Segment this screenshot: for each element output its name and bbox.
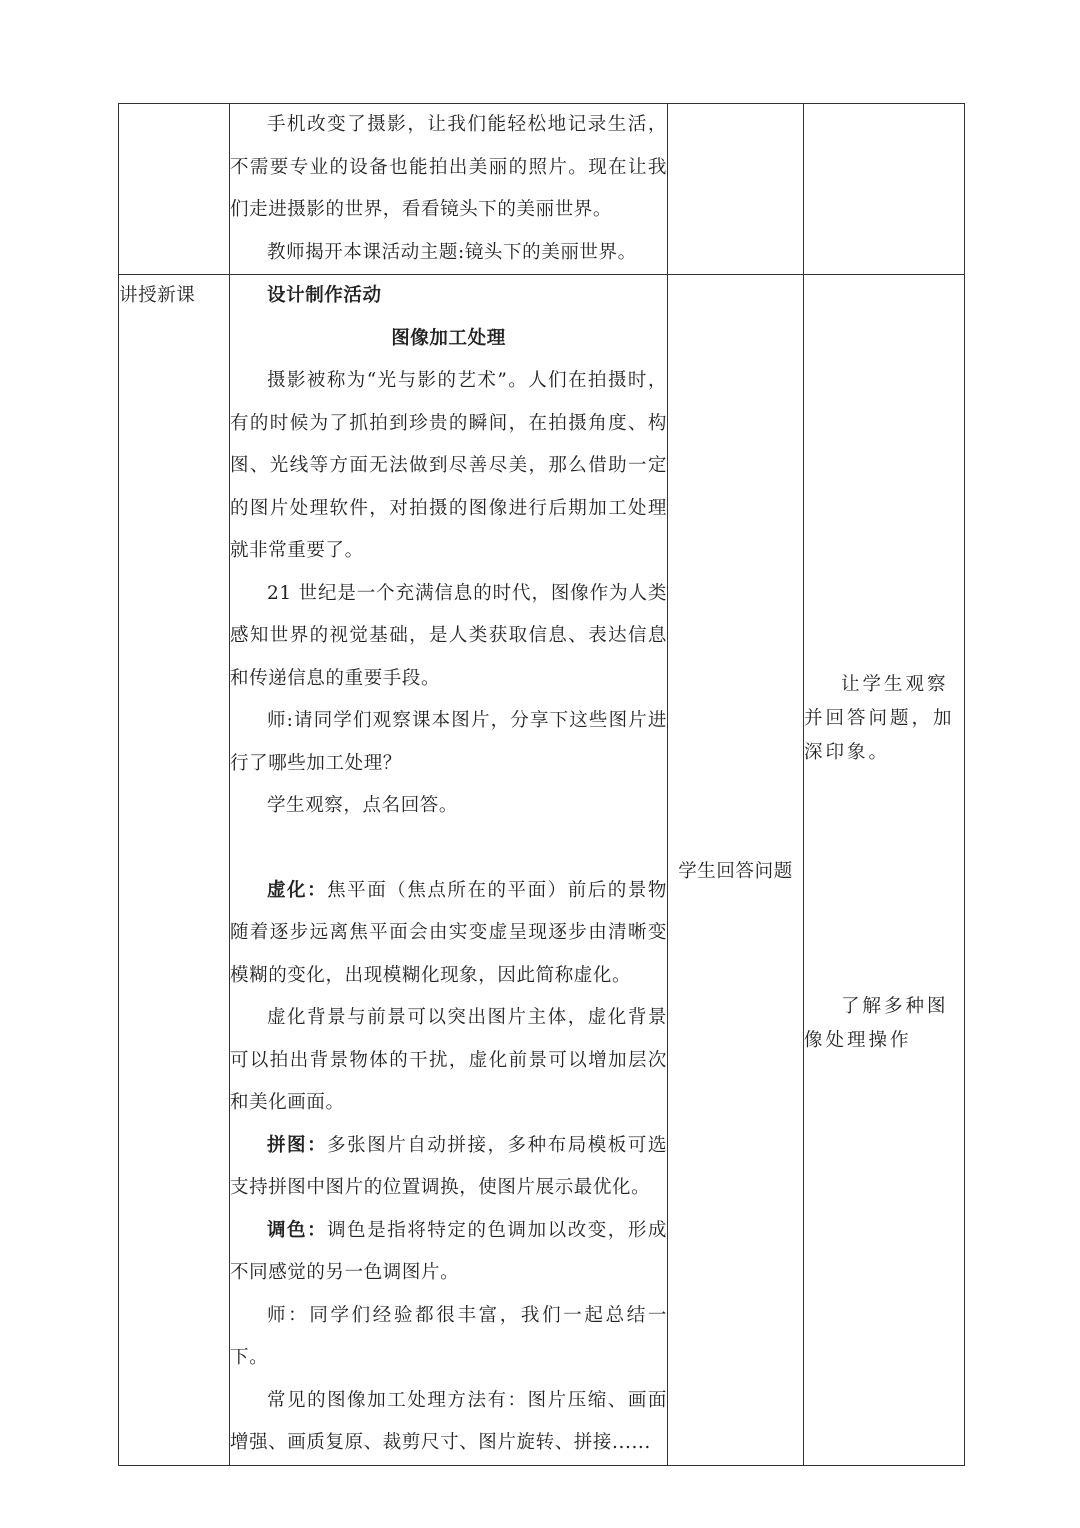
- tone-paragraph: [230, 1210, 667, 1295]
- paragraph: 21 世纪是一个充满信息的时代，图像作为人类感知世界的视觉基础，是人类获取信息、表达信息和传递信息的重要手段。: [230, 582, 667, 689]
- term-tone: 调色：: [267, 1219, 328, 1241]
- term-blur: 虚化：: [267, 879, 328, 901]
- design-intent-1: 让学生观察并回答问题，加深印象。: [804, 674, 955, 763]
- table-row: [119, 275, 965, 1466]
- paragraph: 常见的图像加工处理方法有：图片压缩、画面增强、画质复原、裁剪尺寸、图片旋转、拼接......: [230, 1389, 667, 1453]
- paragraph: 学生观察，点名回答。: [267, 795, 459, 816]
- blur-paragraph: [230, 870, 667, 998]
- collage-paragraph: [230, 1125, 667, 1210]
- design-intent-cell-empty: [804, 104, 965, 275]
- spacer: [230, 828, 667, 870]
- section-heading: 设计制作活动: [267, 285, 382, 306]
- teacher-activity-cell: [230, 104, 668, 275]
- lesson-plan-table: [118, 103, 965, 1466]
- paragraph: 教师揭开本课活动主题:镜头下的美丽世界。: [267, 241, 637, 263]
- definition-collage: 多张图片自动拼接，多种布局模板可选支持拼图中图片的位置调换，使图片展示最优化。: [230, 1134, 667, 1198]
- teacher-activity-cell: [230, 275, 668, 1466]
- design-intent-cell: [804, 275, 965, 1466]
- paragraph: 虚化背景与前景可以突出图片主体，虚化背景可以拍出背景物体的干扰，虚化前景可以增加层次和美化画面。: [230, 1007, 667, 1113]
- student-activity-cell-empty: [668, 104, 804, 275]
- student-activity-text: 学生回答问题: [678, 860, 793, 882]
- stage-cell-empty: [119, 104, 230, 275]
- design-intent-2: 了解多种图像处理操作: [804, 996, 949, 1051]
- section-subheading: 图像加工处理: [391, 327, 506, 349]
- paragraph: 手机改变了摄影，让我们能轻松地记录生活，不需要专业的设备也能拍出美丽的照片。现在让我们走进摄影的世界，看看镜头下的美丽世界。: [230, 114, 667, 220]
- term-collage: 拼图：: [267, 1134, 328, 1156]
- table-row: [119, 104, 965, 275]
- definition-blur: 焦平面（焦点所在的平面）前后的景物随着逐步远离焦平面会由实变虚呈现逐步由清晰变模糊的变化，出现模糊化现象，因此简称虚化。: [230, 879, 667, 986]
- paragraph: 摄影被称为“光与影的艺术”。人们在拍摄时，有的时候为了抓拍到珍贵的瞬间，在拍摄角度、构图、光线等方面无法做到尽善尽美，那么借助一定的图片处理软件，对拍摄的图像进行后期加工处理就非常重要了。: [230, 370, 667, 561]
- paragraph: 师：同学们经验都很丰富，我们一起总结一下。: [230, 1304, 667, 1368]
- stage-label: 讲授新课: [119, 275, 230, 1466]
- paragraph: 师:请同学们观察课本图片，分享下这些图片进行了哪些加工处理？: [230, 710, 667, 774]
- definition-tone: 调色是指将特定的色调加以改变，形成不同感觉的另一色调图片。: [230, 1219, 667, 1283]
- student-activity-cell: [668, 275, 804, 1466]
